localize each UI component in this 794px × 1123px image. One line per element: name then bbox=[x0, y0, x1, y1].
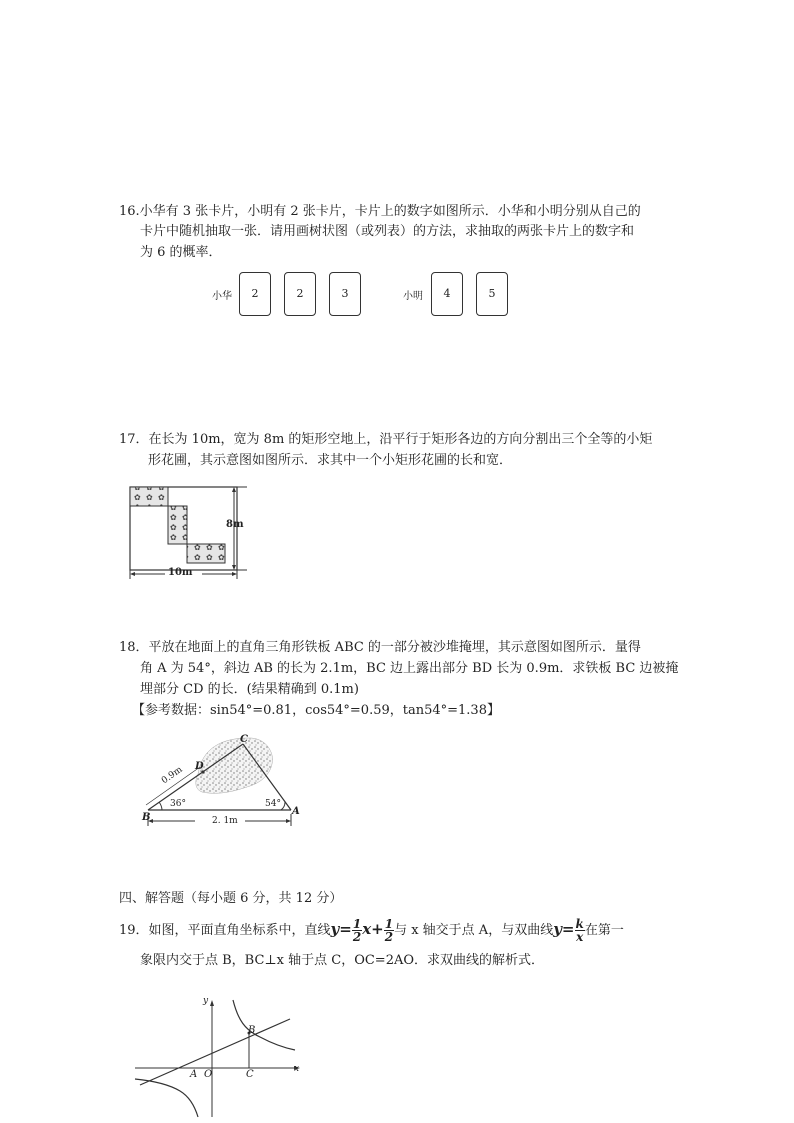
label-d: D bbox=[195, 761, 204, 772]
q19-fraction-3-num: k bbox=[575, 917, 584, 931]
q19-line-1-part-b: 与 x 轴交于点 A，与双曲线 bbox=[394, 923, 554, 938]
q19-fraction-1 bbox=[352, 918, 362, 943]
width-label: 10m bbox=[168, 567, 193, 578]
hyperbola-branch-2 bbox=[135, 1079, 198, 1117]
hyperbola-branch-1 bbox=[233, 1000, 295, 1050]
q18-reference-data: 【参考数据：sin54°=0.81，cos54°=0.59，tan54°=1.38】 bbox=[132, 703, 500, 718]
q19-fraction-2 bbox=[384, 918, 394, 943]
garden-3 bbox=[187, 544, 225, 563]
graph-label-x: x bbox=[294, 1064, 300, 1074]
label-a: A bbox=[292, 806, 300, 817]
q19-x-plus: x+ bbox=[362, 920, 384, 938]
xiaohua-card-1: 2 bbox=[239, 272, 271, 316]
graph-label-y: y bbox=[203, 996, 209, 1006]
q19-fraction-2-den: 2 bbox=[384, 930, 394, 944]
line-ab bbox=[140, 1019, 290, 1085]
q18-line-2: 角 A 为 54°，斜边 AB 的长为 2.1m，BC 边上露出部分 BD 长为 0.9m．求铁板 BC 边被掩 bbox=[140, 661, 679, 676]
q16-line-3: 为 6 的概率． bbox=[140, 245, 222, 260]
q18-line-1: 18．平放在地面上的直角三角形铁板 ABC 的一部分被沙堆掩埋，其示意图如图所示．量得 bbox=[119, 640, 641, 655]
bd-length-label: 0.9m bbox=[160, 764, 185, 787]
label-c: C bbox=[240, 734, 248, 745]
xiaoming-card-1: 4 bbox=[431, 272, 463, 316]
ab-length-label: 2. 1m bbox=[212, 816, 238, 826]
q17-line-1: 17．在长为 10m，宽为 8m 的矩形空地上，沿平行于矩形各边的方向分割出三个全等的小矩 bbox=[119, 432, 653, 447]
sand-pile bbox=[196, 738, 273, 793]
q19-line-2: 象限内交于点 B，BC⊥x 轴于点 C，OC=2AO．求双曲线的解析式． bbox=[140, 953, 545, 968]
q16-line-2: 卡片中随机抽取一张．请用画树状图（或列表）的方法，求抽取的两张卡片上的数字和 bbox=[140, 224, 635, 239]
q18-line-3: 埋部分 CD 的长．(结果精确到 0.1m) bbox=[140, 682, 359, 697]
q19-y-eq-2: y= bbox=[553, 920, 575, 938]
xiaohua-card-2: 2 bbox=[284, 272, 316, 316]
xiaoming-card-2: 5 bbox=[476, 272, 508, 316]
graph-label-a: A bbox=[190, 1069, 198, 1080]
height-label: 8m bbox=[226, 519, 244, 530]
q16-line-1: 16.小华有 3 张卡片，小明有 2 张卡片，卡片上的数字如图所示．小华和小明分别从自己的 bbox=[119, 204, 641, 219]
q17-line-2: 形花圃，其示意图如图所示．求其中一个小矩形花圃的长和宽． bbox=[148, 453, 513, 468]
q19-fraction-1-den: 2 bbox=[352, 930, 362, 944]
section-4-heading: 四、解答题（每小题 6 分，共 12 分） bbox=[119, 891, 343, 906]
angle-a-label: 54° bbox=[265, 799, 281, 809]
graph-label-c: C bbox=[246, 1069, 254, 1080]
q19-line-1 bbox=[119, 917, 624, 943]
garden-1 bbox=[130, 487, 168, 506]
q19-line-1-part-c: 在第一 bbox=[584, 923, 624, 938]
q19-fraction-2-num: 1 bbox=[384, 917, 394, 931]
xiaohua-card-3: 3 bbox=[329, 272, 361, 316]
q19-line-1-part-a: 19．如图，平面直角坐标系中，直线 bbox=[119, 923, 331, 938]
angle-b-label: 36° bbox=[170, 799, 186, 809]
q19-y-eq: y= bbox=[330, 920, 352, 938]
q19-fraction-1-num: 1 bbox=[352, 917, 362, 931]
q19-fraction-3-den: x bbox=[576, 930, 584, 944]
garden-2 bbox=[168, 506, 187, 544]
graph-label-b: B bbox=[248, 1025, 256, 1036]
label-b: B bbox=[142, 812, 151, 823]
q19-fraction-3 bbox=[575, 918, 585, 943]
xiaohua-label: 小华 bbox=[212, 291, 232, 302]
q19-coordinate-graph bbox=[130, 995, 310, 1120]
xiaoming-label: 小明 bbox=[403, 291, 423, 302]
graph-label-o: O bbox=[204, 1069, 213, 1080]
